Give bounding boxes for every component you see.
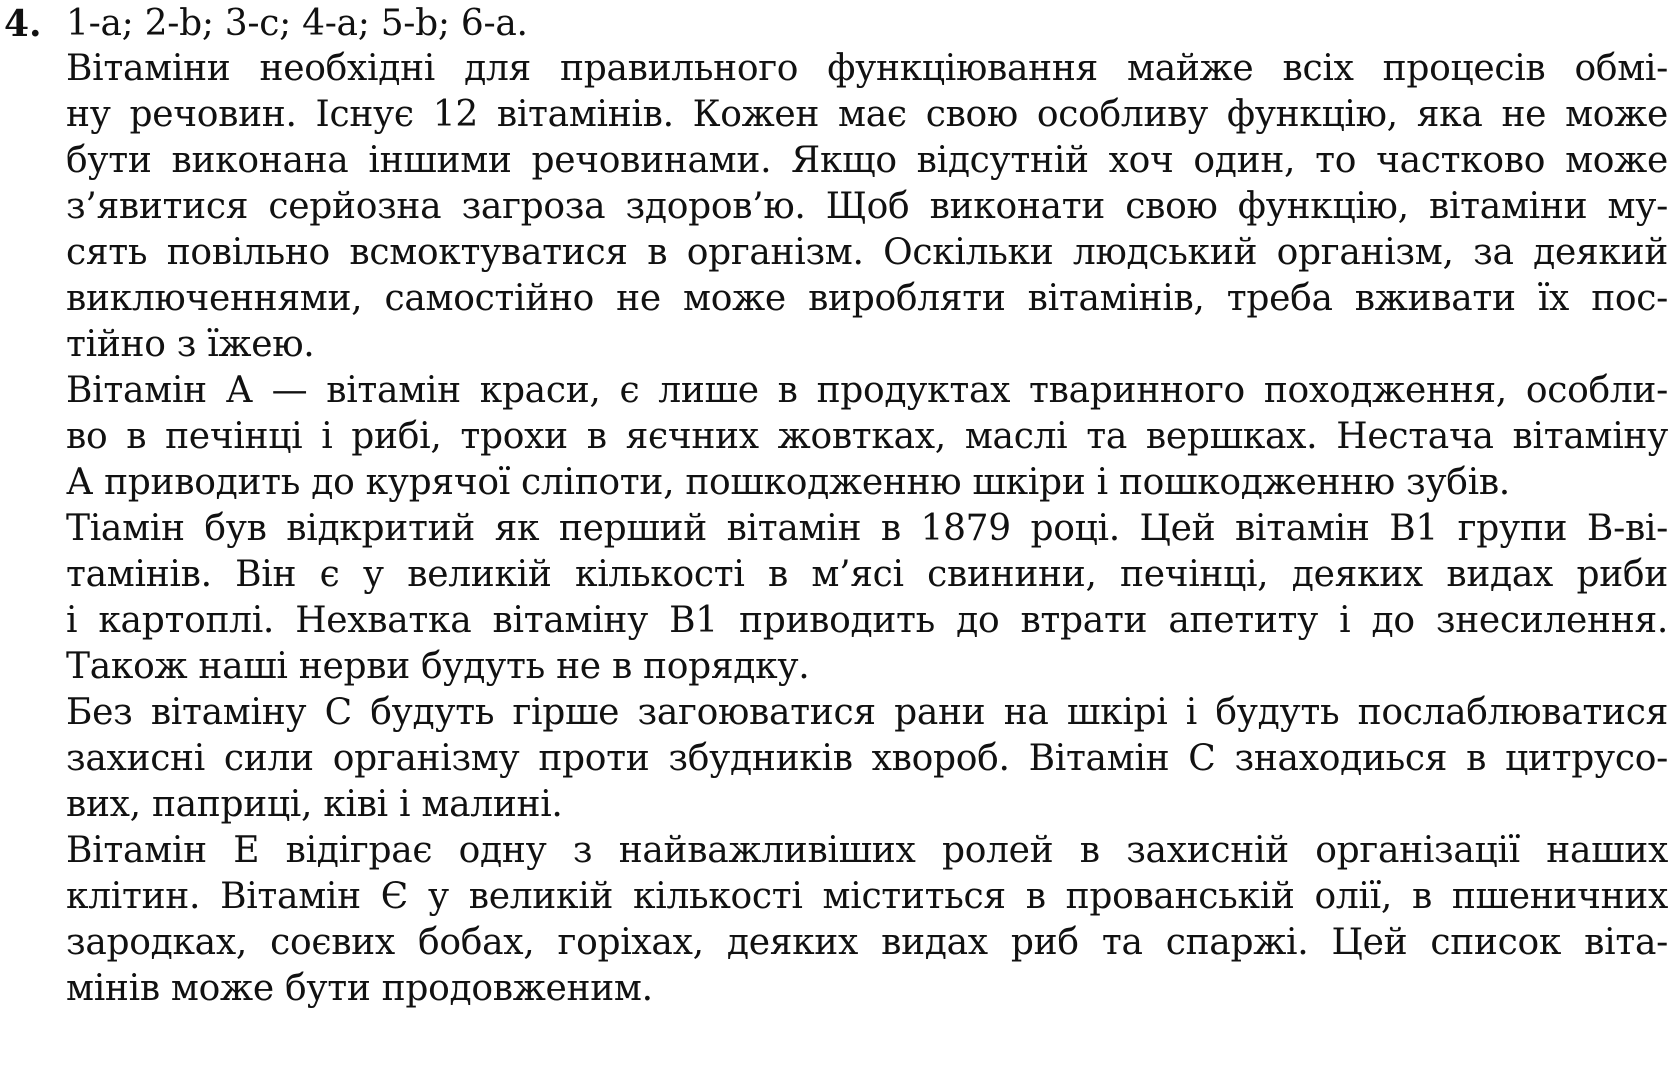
paragraph-line: тамінів. Він є у великій кількості в м’ясі свинини, печінці, деяких видах риби bbox=[66, 554, 1668, 595]
paragraph-line: з’явитися серйозна загроза здоров’ю. Щоб виконати свою функцію, вітаміни му- bbox=[66, 186, 1668, 227]
paragraph-line: мінів може бути продовженим. bbox=[66, 968, 653, 1009]
paragraph-line: во в печінці і рибі, трохи в яєчних жовтках, маслі та вершках. Нестача вітаміну bbox=[66, 416, 1668, 457]
paragraph-line: Вітаміни необхідні для правильного функціювання майже всіх процесів обмі- bbox=[66, 48, 1668, 89]
paragraph-line: клітин. Вітамін Є у великій кількості міститься в прованській олії, в пшеничних bbox=[66, 876, 1668, 917]
paragraph-line: Без вітаміну С будуть гірше загоюватися рани на шкірі і будуть послаблюватися bbox=[66, 692, 1668, 733]
paragraph-line: ну речовин. Існує 12 вітамінів. Кожен має свою особливу функцію, яка не може bbox=[66, 94, 1668, 135]
paragraph-line: і картоплі. Нехватка вітаміну В1 приводить до втрати апетиту і до знесилення. bbox=[66, 600, 1668, 641]
paragraph-line: Тіамін був відкритий як перший вітамін в 1879 році. Цей вітамін В1 групи В-ві- bbox=[66, 508, 1668, 549]
paragraph-line: Вітамін Е відіграє одну з найважливіших ролей в захисній організації наших bbox=[66, 830, 1668, 871]
paragraph-line: захисні сили організму проти збудників хвороб. Вітамін С знаходиься в цитрусо- bbox=[66, 738, 1668, 779]
exercise-number: 4. bbox=[4, 3, 42, 45]
paragraph-line: А приводить до курячої сліпоти, пошкодженню шкіри і пошкодженню зубів. bbox=[66, 462, 1510, 503]
paragraph-line: виключеннями, самостійно не може виробляти вітамінів, треба вживати їх пос- bbox=[66, 278, 1668, 319]
paragraph-line: Вітамін А — вітамін краси, є лише в продуктах тваринного походження, особли- bbox=[66, 370, 1668, 411]
paragraph-line: вих, паприці, ківі і малині. bbox=[66, 784, 563, 825]
paragraph-line: тійно з їжею. bbox=[66, 324, 315, 365]
paragraph-line: бути виконана іншими речовинами. Якщо відсутній хоч один, то частково може bbox=[66, 140, 1668, 181]
paragraph-line: сять повільно всмоктуватися в організм. Оскільки людський організм, за деякий bbox=[66, 232, 1668, 273]
paragraph-line: Також наші нерви будуть не в порядку. bbox=[66, 646, 810, 687]
exercise-answers: 1-а; 2-b; 3-с; 4-а; 5-b; 6-а. bbox=[66, 3, 528, 44]
paragraph-line: зародках, соєвих бобах, горіхах, деяких видах риб та спаржі. Цей список віта- bbox=[66, 922, 1668, 963]
